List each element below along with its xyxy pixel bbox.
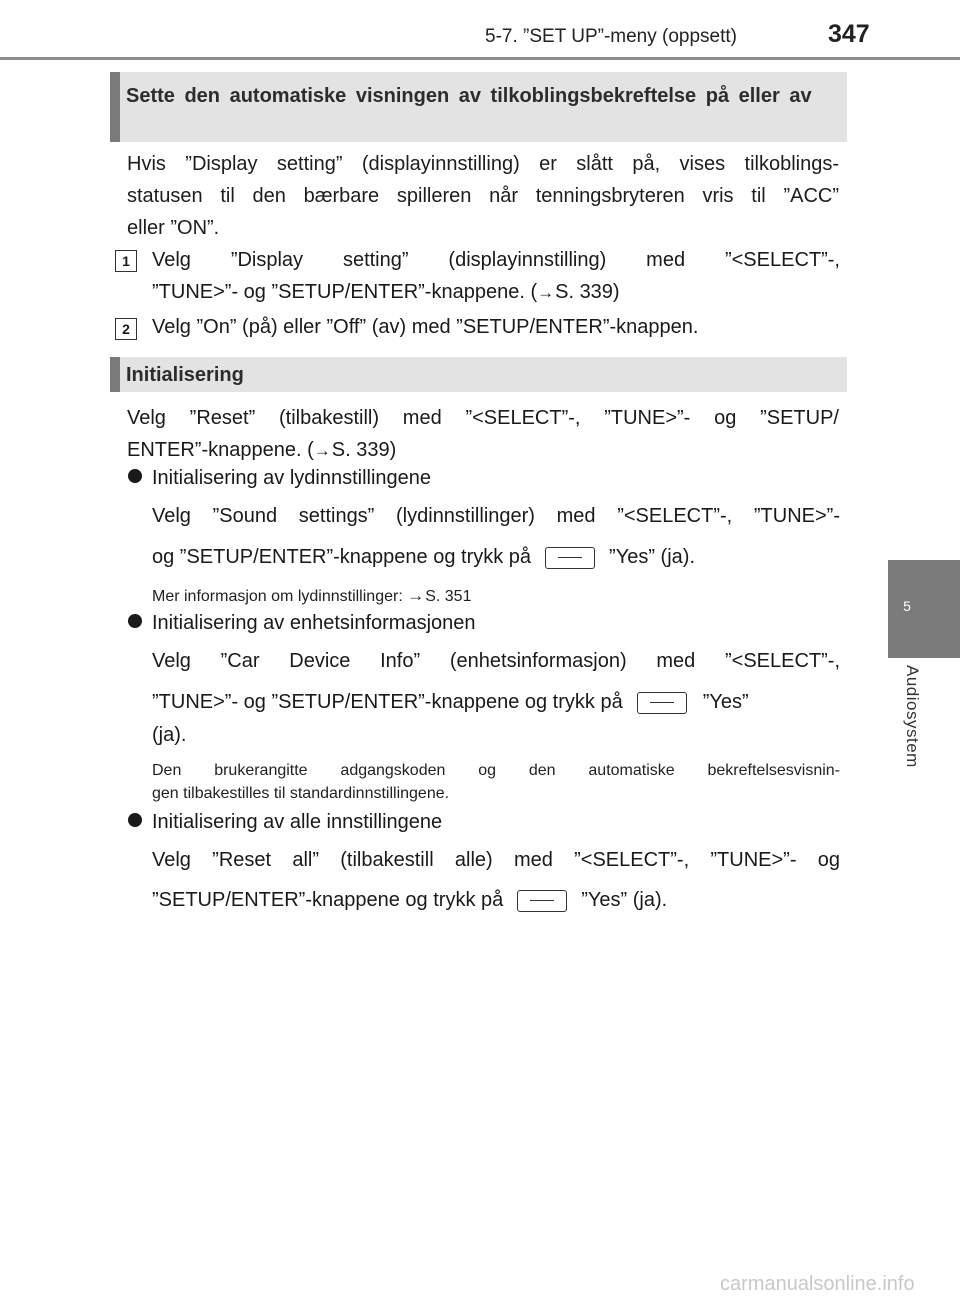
chapter-label: Audiosystem	[903, 665, 922, 768]
bullet-3-line-2: ”SETUP/ENTER”-knappene og trykk på ”Yes” (ja).	[152, 889, 668, 911]
bullet-device-info	[128, 609, 476, 637]
section-heading-initialisering: Initialisering	[110, 357, 847, 392]
section-heading-display-setting: Sette den automatiske visningen av tilkoblingsbekreftelse på eller av	[110, 72, 847, 142]
step-1-line-1: Velg ”Display setting” (displayinnstilling) med ”<SELECT”-,	[152, 249, 840, 271]
bullet-1-line-2: og ”SETUP/ENTER”-knappene og trykk på ”Yes” (ja).	[152, 546, 695, 568]
page-reference-link[interactable]: S. 339)	[555, 281, 620, 303]
chapter-tab	[888, 560, 960, 658]
bullet-1-line-1: Velg ”Sound settings” (lydinnstillinger) med ”<SELECT”-, ”TUNE>”-	[152, 505, 840, 527]
reset-line-2: ENTER”-knappene. (→S. 339)	[127, 439, 397, 461]
step-2-text	[152, 311, 840, 343]
bullet-2-line-2: ”TUNE>”- og ”SETUP/ENTER”-knappene og trykk på ”Yes”	[152, 691, 749, 713]
arrow-icon: →	[313, 441, 331, 460]
step-number-2: 2	[115, 318, 137, 340]
bullet-reset-all	[128, 808, 442, 836]
arrow-icon: →	[537, 283, 555, 302]
touch-key-icon	[637, 692, 687, 714]
intro-paragraph	[127, 148, 839, 244]
chapter-number: 5	[903, 598, 911, 614]
touch-key-icon	[517, 890, 567, 912]
bullet-title: Initialisering av lydinnstillingene	[152, 467, 432, 489]
bullet-2-note-line-2: gen tilbakestilles til standardinnstillingene.	[152, 785, 450, 802]
intro-line: eller ”ON”.	[127, 217, 220, 239]
step-2-line-1: Velg ”On” (på) eller ”Off” (av) med ”SETUP/ENTER”-knappen.	[152, 316, 699, 338]
bullet-2-line-3: (ja).	[152, 724, 187, 746]
page-reference-link[interactable]: S. 351	[425, 588, 472, 605]
bullet-dot-icon	[128, 614, 142, 628]
section-title: 5-7. ”SET UP”-meny (oppsett)	[485, 26, 738, 47]
bullet-sound-settings	[128, 464, 431, 492]
bullet-2-note-line-1: Den brukerangitte adgangskoden og den automatiske bekreftelsesvisnin-	[152, 762, 840, 779]
page-reference-link[interactable]: S. 339)	[331, 439, 397, 461]
intro-line: statusen til den bærbare spilleren når tenningsbryteren vris til ”ACC”	[127, 185, 839, 207]
bullet-1-note: Mer informasjon om lydinnstillinger: →S. 351	[152, 586, 472, 605]
header-divider	[0, 57, 960, 60]
bullet-dot-icon	[128, 813, 142, 827]
bullet-title: Initialisering av enhetsinformasjonen	[152, 612, 476, 634]
step-1-line-2: ”TUNE>”- og ”SETUP/ENTER”-knappene. (→S. 339)	[152, 281, 620, 303]
step-number-1: 1	[115, 250, 137, 272]
bullet-title: Initialisering av alle innstillingene	[152, 811, 443, 833]
page-number: 347	[828, 20, 870, 48]
touch-key-icon	[545, 547, 595, 569]
watermark: carmanualsonline.info	[720, 1273, 915, 1295]
bullet-dot-icon	[128, 469, 142, 483]
bullet-2-line-1: Velg ”Car Device Info” (enhetsinformasjon) med ”<SELECT”-,	[152, 650, 840, 672]
reset-line-1: Velg ”Reset” (tilbakestill) med ”<SELECT”-, ”TUNE>”- og ”SETUP/	[127, 407, 839, 429]
intro-line: Hvis ”Display setting” (displayinnstilling) er slått på, vises tilkoblings-	[127, 153, 839, 175]
step-1-text	[152, 244, 840, 309]
reset-paragraph	[127, 402, 839, 467]
bullet-3-line-1: Velg ”Reset all” (tilbakestill alle) med ”<SELECT”-, ”TUNE>”- og	[152, 849, 840, 871]
arrow-icon: →	[407, 586, 425, 605]
